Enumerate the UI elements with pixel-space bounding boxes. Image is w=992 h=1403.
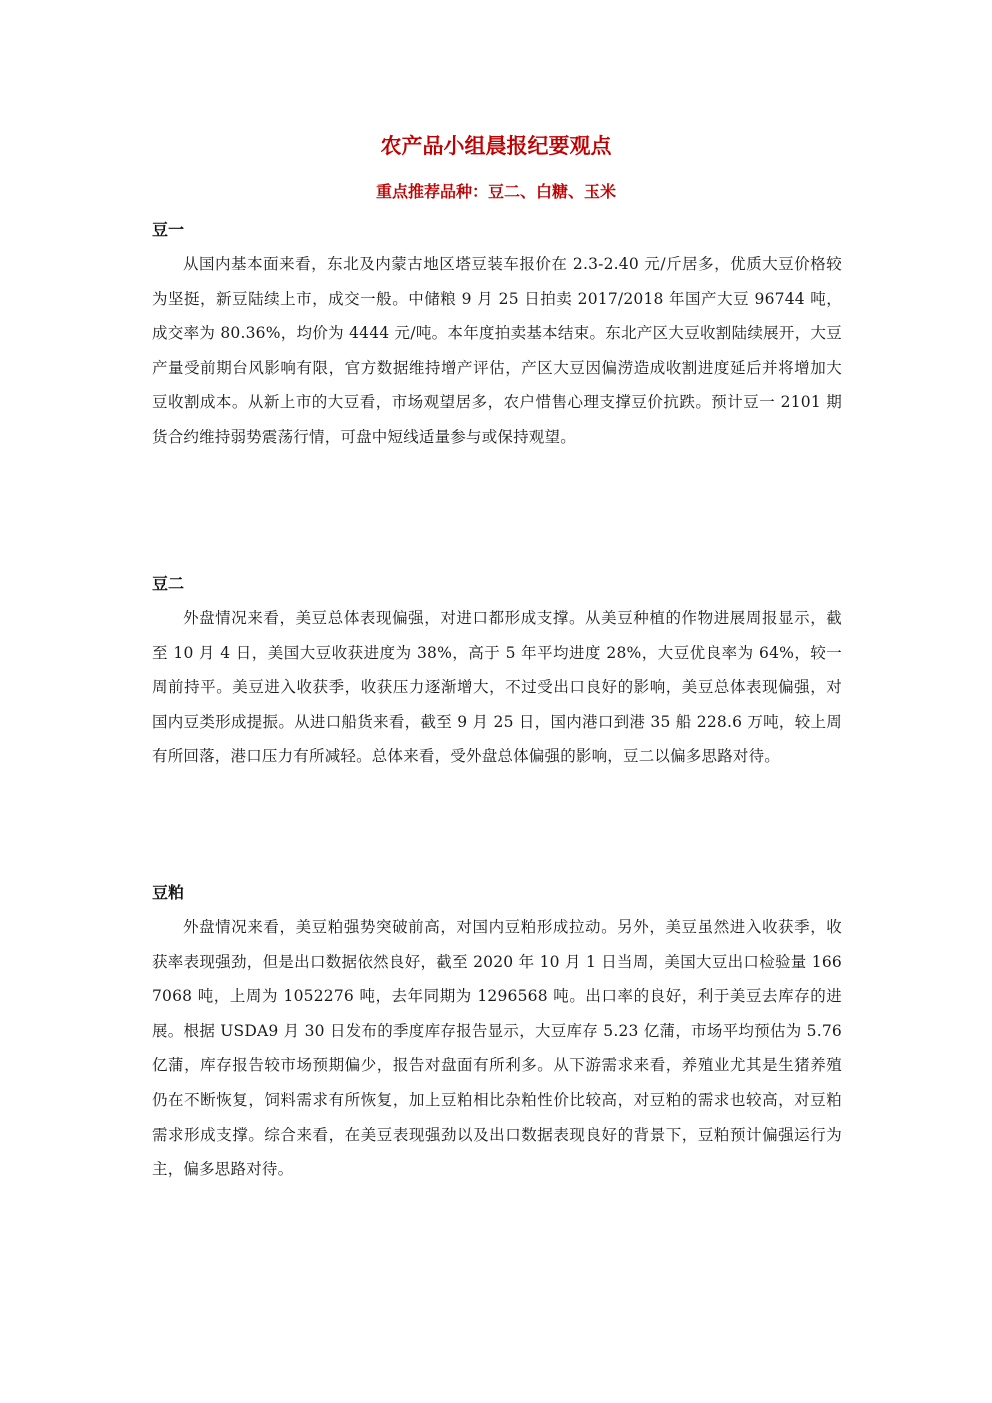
section-heading: 豆二 xyxy=(152,574,185,593)
section-paragraph: 外盘情况来看，美豆总体表现偏强，对进口都形成支撑。从美豆种植的作物进展周报显示，截至 10 月 4 日，美国大豆收获进度为 38%，高于 5 年平均进度 28%，大豆优良率为 64%，较一周前持平。美豆进入收获季，收获压力逐渐增大，不过受出口良好的影响，美豆总体表现偏强，对国内豆类形成提振。从进口船货来看，截至 9 月 25 日，国内港口到港 35 船 228.6 万吨，较上周有所回落，港口压力有所减轻。总体来看，受外盘总体偏强的影响，豆二以偏多思路对待。 xyxy=(152,609,842,766)
section-heading: 豆一 xyxy=(152,220,185,239)
section-heading: 豆粕 xyxy=(152,883,185,902)
document-title: 农产品小组晨报纪要观点 xyxy=(380,134,612,158)
section-paragraph: 外盘情况来看，美豆粕强势突破前高，对国内豆粕形成拉动。另外，美豆虽然进入收获季，收获率表现强劲，但是出口数据依然良好，截至 2020 年 10 月 1 日当周，美国大豆出口检验量 1667068 吨，上周为 1052276 吨，去年同期为 1296568 吨。出口率的良好，利于美豆去库存的进展。根据 USDA9 月 30 日发布的季度库存报告显示，大豆库存 5.23 亿蒲，市场平均预估为 5.76 亿蒲，库存报告较市场预期偏少，报告对盘面有所利多。从下游需求来看，养殖业尤其是生猪养殖仍在不断恢复，饲料需求有所恢复，加上豆粕相比杂粕性价比较高，对豆粕的需求也较高，对豆粕需求形成支撑。综合来看，在美豆表现强劲以及出口数据表现良好的背景下，豆粕预计偏强运行为主，偏多思路对待。 xyxy=(152,918,842,1179)
section-soybean-no1 xyxy=(152,217,842,455)
section-soybean-no2 xyxy=(152,571,842,774)
section-paragraph: 从国内基本面来看，东北及内蒙古地区塔豆装车报价在 2.3-2.40 元/斤居多，优质大豆价格较为坚挺，新豆陆续上市，成交一般。中储粮 9 月 25 日拍卖 2017/2018 年国产大豆 96744 吨，成交率为 80.36%，均价为 4444 元/吨。本年度拍卖基本结束。东北产区大豆收割陆续展开，大豆产量受前期台风影响有限，官方数据维持增产评估，产区大豆因偏涝造成收割进度延后并将增加大豆收割成本。从新上市的大豆看，市场观望居多，农户惜售心理支撑豆价抗跌。预计豆一 2101 期货合约维持弱势震荡行情，可盘中短线适量参与或保持观望。 xyxy=(152,255,842,446)
section-soybean-meal xyxy=(152,880,842,1187)
document-subtitle: 重点推荐品种：豆二、白糖、玉米 xyxy=(375,182,616,201)
